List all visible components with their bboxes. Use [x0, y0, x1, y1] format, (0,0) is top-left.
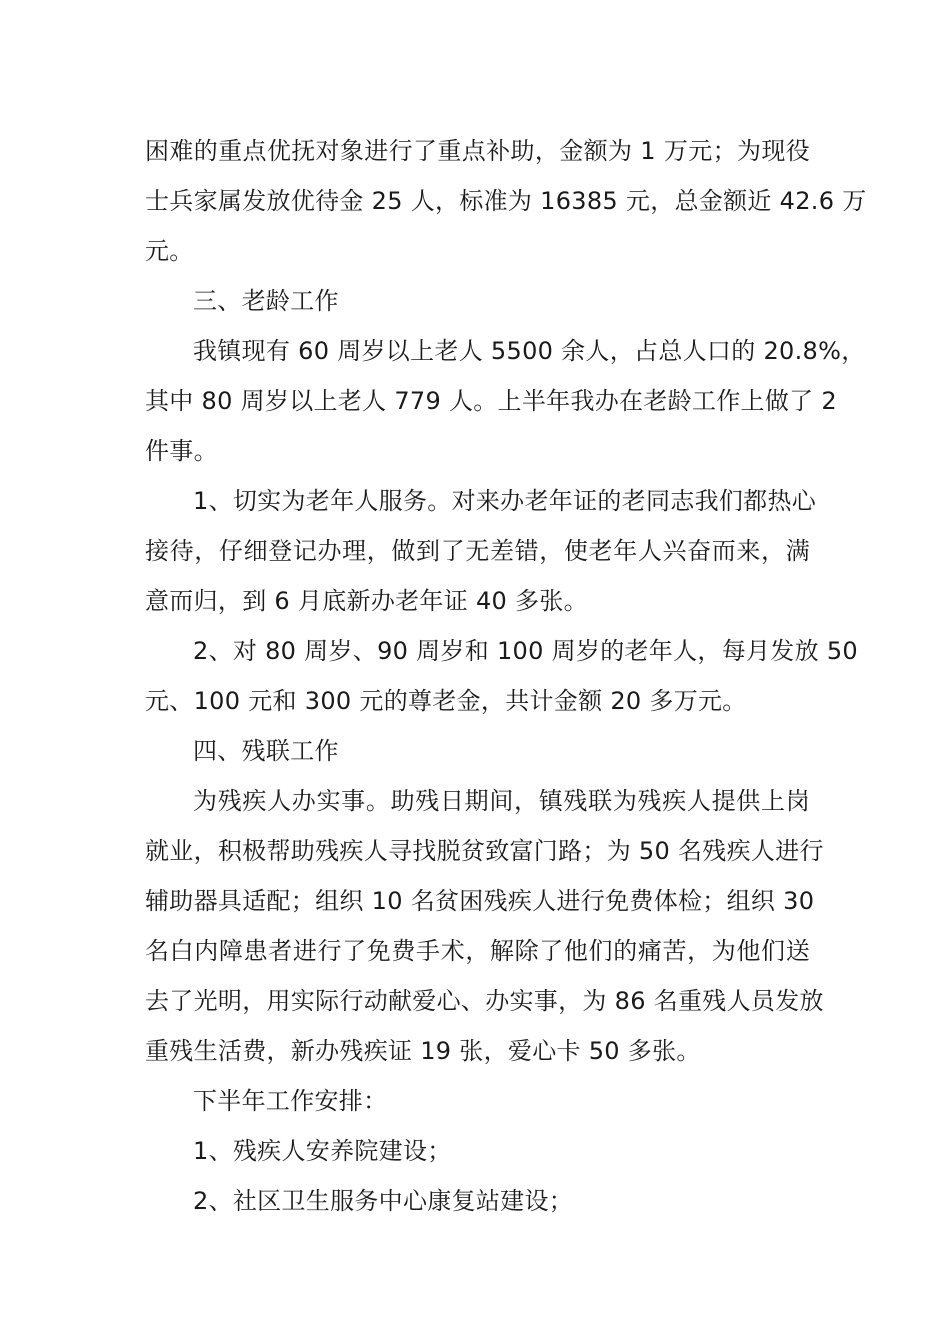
paragraph-line: 去了光明，用实际行动献爱心、办实事，为 86 名重残人员发放 — [145, 987, 824, 1015]
paragraph-line: 士兵家属发放优待金 25 人，标准为 16385 元，总金额近 42.6 万 — [145, 187, 867, 215]
list-item: 1、残疾人安养院建设； — [193, 1137, 452, 1165]
list-item: 2、社区卫生服务中心康复站建设； — [193, 1187, 574, 1215]
paragraph-line: 重残生活费，新办残疾证 19 张，爱心卡 50 多张。 — [145, 1037, 701, 1065]
paragraph-line: 元、100 元和 300 元的尊老金，共计金额 20 多万元。 — [145, 687, 747, 715]
paragraph-line: 为残疾人办实事。助残日期间，镇残联为残疾人提供上岗 — [193, 787, 810, 815]
list-item: 2、对 80 周岁、90 周岁和 100 周岁的老年人，每月发放 50 — [193, 637, 858, 665]
paragraph-line: 辅助器具适配；组织 10 名贫困残疾人进行免费体检；组织 30 — [145, 887, 815, 915]
section-heading: 三、老龄工作 — [193, 287, 339, 315]
paragraph-line: 接待，仔细登记办理，做到了无差错，使老年人兴奋而来，满 — [145, 537, 810, 565]
paragraph-line: 就业，积极帮助残疾人寻找脱贫致富门路；为 50 名残疾人进行 — [145, 837, 824, 865]
paragraph-line: 困难的重点优抚对象进行了重点补助，金额为 1 万元；为现役 — [145, 137, 810, 165]
paragraph-line: 其中 80 周岁以上老人 779 人。上半年我办在老龄工作上做了 2 — [145, 387, 837, 415]
paragraph-line: 名白内障患者进行了免费手术，解除了他们的痛苦，为他们送 — [145, 937, 810, 965]
paragraph-line: 意而归，到 6 月底新办老年证 40 多张。 — [145, 587, 588, 615]
paragraph-line: 元。 — [145, 237, 194, 265]
list-item: 1、切实为老年人服务。对来办老年证的老同志我们都热心 — [193, 487, 817, 515]
section-heading: 四、残联工作 — [193, 737, 339, 765]
paragraph-line: 件事。 — [145, 437, 218, 465]
paragraph-line: 我镇现有 60 周岁以上老人 5500 余人，占总人口的 20.8%， — [193, 337, 866, 365]
section-heading: 下半年工作安排： — [193, 1087, 388, 1115]
